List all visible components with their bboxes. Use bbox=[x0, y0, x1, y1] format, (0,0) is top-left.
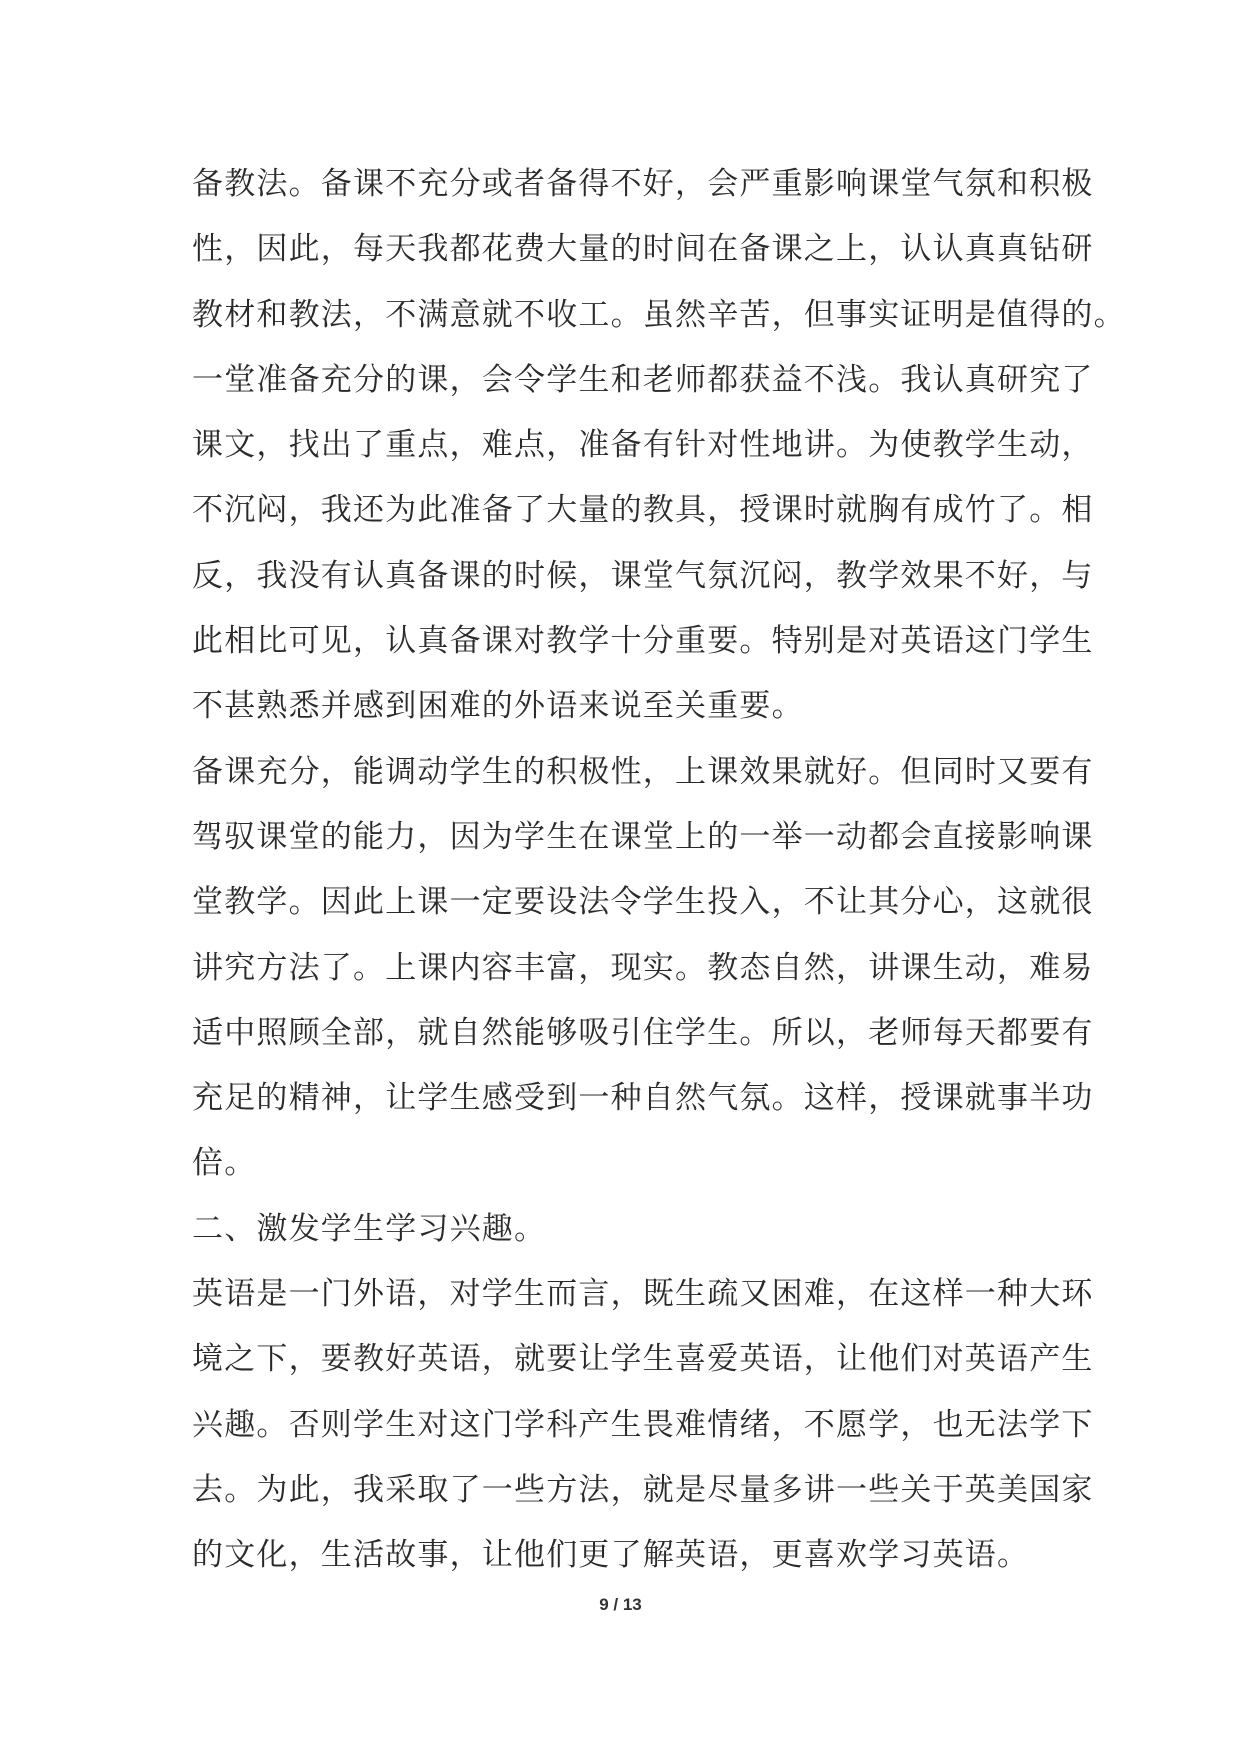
text-line: 适中照顾全部，就自然能够吸引住学生。所以，老师每天都要有 bbox=[192, 1014, 1094, 1051]
body-text bbox=[192, 152, 1126, 1589]
text-line: 讲究方法了。上课内容丰富，现实。教态自然，讲课生动，难易 bbox=[192, 949, 1094, 986]
text-line: 不沉闷，我还为此准备了大量的教具，授课时就胸有成竹了。相 bbox=[192, 492, 1094, 529]
text-line: 境之下，要教好英语，就要让学生喜爱英语，让他们对英语产生 bbox=[192, 1341, 1094, 1378]
section-heading: 二、激发学生学习兴趣。 bbox=[192, 1210, 547, 1247]
text-line: 堂教学。因此上课一定要设法令学生投入，不让其分心，这就很 bbox=[192, 884, 1094, 921]
text-line: 反，我没有认真备课的时候，课堂气氛沉闷，教学效果不好，与 bbox=[192, 557, 1094, 594]
text-line: 课文，找出了重点，难点，准备有针对性地讲。为使教学生动， bbox=[192, 427, 1094, 464]
text-line: 教材和教法，不满意就不收工。虽然辛苦，但事实证明是值得的。 bbox=[192, 296, 1126, 333]
text-line: 去。为此，我采取了一些方法，就是尽量多讲一些关于英美国家 bbox=[192, 1471, 1094, 1508]
text-line: 备课充分，能调动学生的积极性，上课效果就好。但同时又要有 bbox=[192, 753, 1094, 790]
text-line: 此相比可见，认真备课对教学十分重要。特别是对英语这门学生 bbox=[192, 623, 1094, 660]
text-line: 驾驭课堂的能力，因为学生在课堂上的一举一动都会直接影响课 bbox=[192, 818, 1094, 855]
text-line: 一堂准备充分的课，会令学生和老师都获益不浅。我认真研究了 bbox=[192, 361, 1094, 398]
text-line: 英语是一门外语，对学生而言，既生疏又困难，在这样一种大环 bbox=[192, 1276, 1094, 1313]
text-line: 备教法。备课不充分或者备得不好，会严重影响课堂气氛和积极 bbox=[192, 166, 1094, 202]
page-number: 9 / 13 bbox=[599, 1595, 642, 1614]
text-line: 性，因此，每天我都花费大量的时间在备课之上，认认真真钻研 bbox=[192, 231, 1094, 268]
text-line: 不甚熟悉并感到困难的外语来说至关重要。 bbox=[192, 688, 804, 725]
text-line: 倍。 bbox=[192, 1145, 257, 1182]
text-line: 充足的精神，让学生感受到一种自然气氛。这样，授课就事半功 bbox=[192, 1080, 1094, 1117]
text-line: 兴趣。否则学生对这门学科产生畏难情绪，不愿学，也无法学下 bbox=[192, 1406, 1094, 1443]
text-line: 的文化，生活故事，让他们更了解英语，更喜欢学习英语。 bbox=[192, 1537, 1030, 1574]
